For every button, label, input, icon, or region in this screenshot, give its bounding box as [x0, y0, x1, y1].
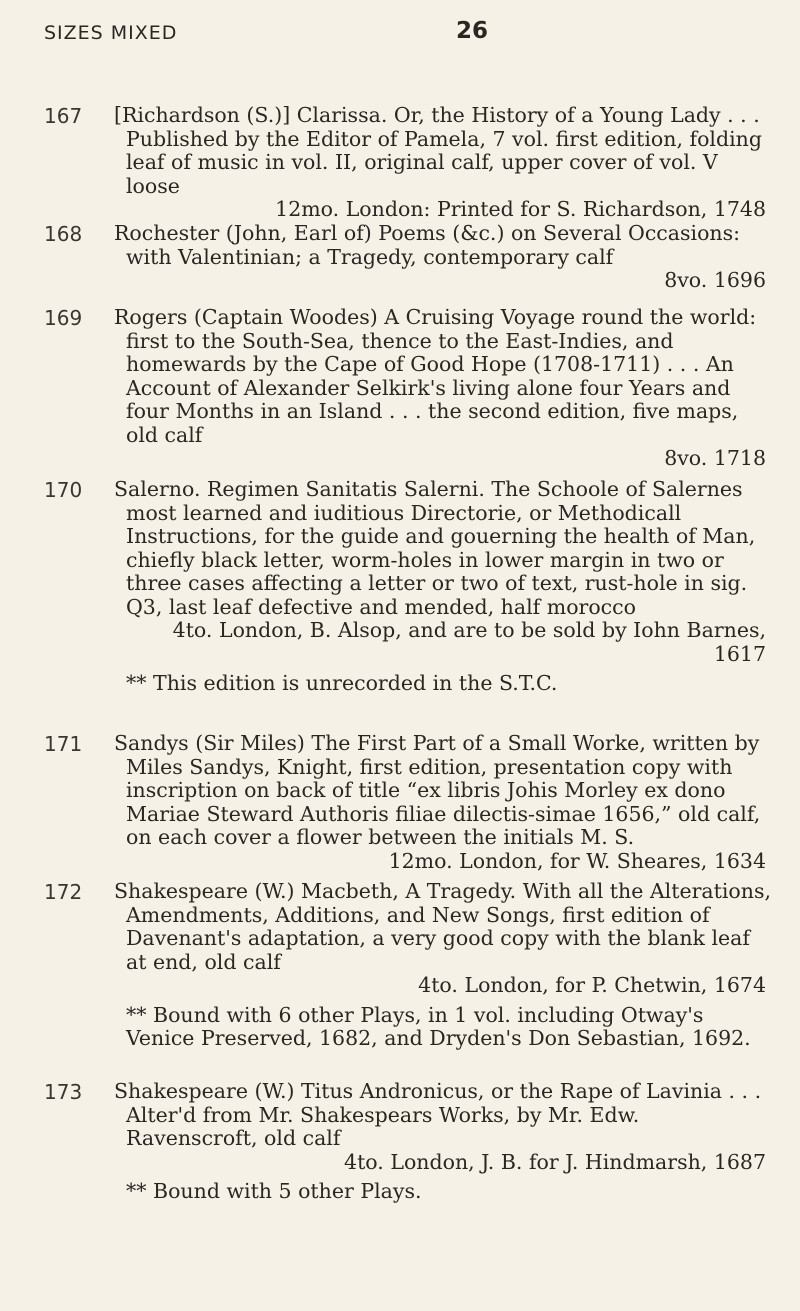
lot-number: 167 [44, 104, 83, 128]
catalogue-entry-168 [44, 222, 774, 293]
entry-description: Rogers (Captain Woodes) A Cruising Voyage round the world: first to the South-Sea, thence to the East-Indies, and homewards by the Cape of Good Hope (1708-1711) . . . An Account of Alexander Selkirk's living alone four Years and four Months in an Island . . . the second edition, five maps, old calf 8vo. 1718 [114, 306, 774, 471]
entry-imprint: 4to. London, B. Alsop, and are to be sold by Iohn Barnes, 1617 [172, 618, 766, 666]
entry-description: [Richardson (S.)] Clarissa. Or, the History of a Young Lady . . . Published by the Editor of Pamela, 7 vol. first edition, folding leaf of music in vol. II, original calf, upper cover of vol. V loose 12mo. London: Printed for S. Richardson, 1748 [114, 104, 774, 222]
entry-imprint: 4to. London, J. B. for J. Hindmarsh, 1687 [344, 1149, 766, 1174]
entry-imprint: 12mo. London, for W. Sheares, 1634 [388, 848, 766, 873]
catalogue-entry-169 [44, 306, 774, 471]
entry-description: Sandys (Sir Miles) The First Part of a Small Worke, written by Miles Sandys, Knight, first edition, presentation copy with inscription on back of title “ex libris Johis Morley ex dono Mariae Steward Authoris filiae dilectis-simae 1656,” old calf, on each cover a flower between the initials M. S. 12mo. London, for W. Sheares, 1634 [114, 732, 774, 873]
entry-imprint: 12mo. London: Printed for S. Richardson, 1748 [275, 197, 766, 221]
entry-imprint: 4to. London, for P. Chetwin, 1674 [418, 973, 766, 997]
page-header [44, 14, 764, 54]
catalogue-entry-167 [44, 104, 774, 222]
entry-imprint: 8vo. 1718 [664, 446, 766, 470]
entry-note: ** This edition is unrecorded in the S.T.C. [126, 671, 558, 695]
entry-description: Shakespeare (W.) Titus Andronicus, or the Rape of Lavinia . . . Alter'd from Mr. Shakespears Works, by Mr. Edw. Ravenscroft, old calf 4to. London, J. B. for J. Hindmarsh, 1687 [114, 1080, 774, 1174]
lot-number: 169 [44, 306, 83, 330]
catalogue-entry-173 [44, 1080, 774, 1204]
catalogue-entry-170 [44, 478, 774, 696]
entry-description: Shakespeare (W.) Macbeth, A Tragedy. With all the Alterations, Amendments, Additions, and New Songs, first edition of Davenant's adaptation, a very good copy with the blank leaf at end, old calf 4to. London, for P. Chetwin, 1674 [114, 880, 774, 998]
entry-description: Rochester (John, Earl of) Poems (&c.) on Several Occasions: with Valentinian; a Tragedy, contemporary calf 8vo. 1696 [114, 222, 774, 293]
lot-number: 173 [44, 1080, 83, 1104]
entry-description: Salerno. Regimen Sanitatis Salerni. The Schoole of Salernes most learned and iuditious Directorie, or Methodicall Instructions, for the guide and gouerning the health of Man, chiefly black letter, worm-holes in lower margin in two or three cases affecting a letter or two of text, rust-hole in sig. Q3, last leaf defective and mended, half morocco 4to. London, B. Alsop, and are to be sold by Iohn Barnes, 1617 [114, 478, 774, 666]
catalogue-entry-171 [44, 732, 774, 873]
lot-number: 170 [44, 478, 83, 502]
lot-number: 172 [44, 880, 83, 904]
lot-number: 171 [44, 732, 83, 756]
page-number: 26 [456, 18, 489, 44]
running-head: SIZES MIXED [44, 22, 178, 44]
catalogue-entry-172 [44, 880, 774, 1051]
entry-imprint: 8vo. 1696 [664, 268, 766, 292]
entry-note: ** Bound with 6 other Plays, in 1 vol. including Otway's Venice Preserved, 1682, and Dryden's Don Sebastian, 1692. [126, 1002, 751, 1050]
entry-note: ** Bound with 5 other Plays. [126, 1179, 422, 1203]
lot-number: 168 [44, 222, 83, 246]
